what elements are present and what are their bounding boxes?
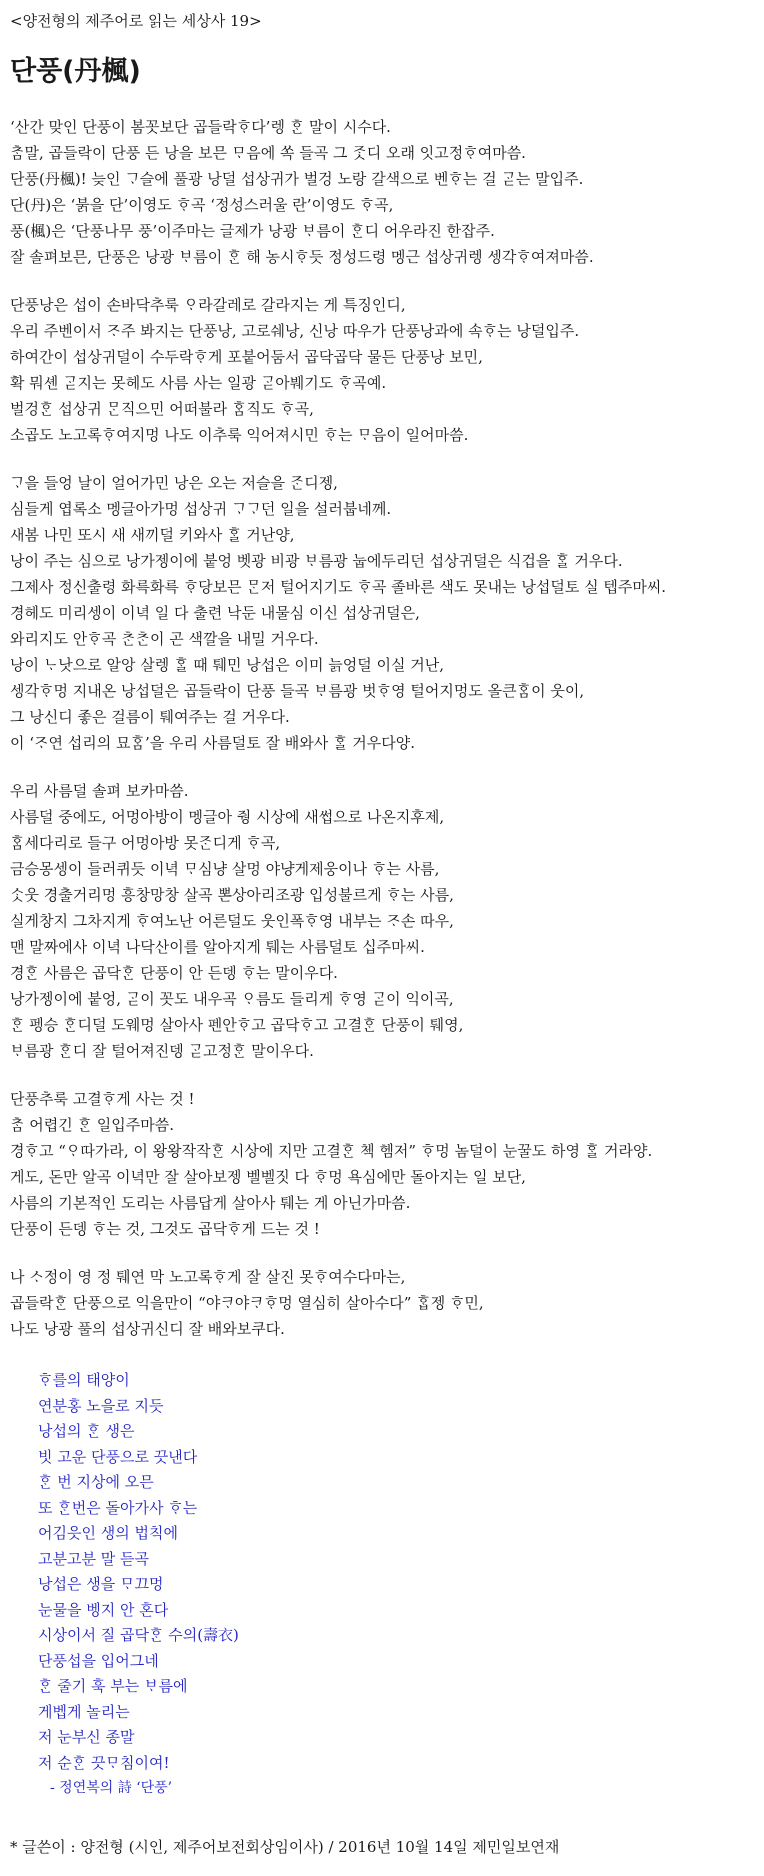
- paragraph-line: 단풍이 든뎅 ᄒᆞ는 것, 그것도 곱닥ᄒᆞ게 드는 것 !: [10, 1220, 320, 1238]
- poem-line: 낭섭의 ᄒᆞᆫ 생은: [38, 1422, 135, 1440]
- paragraph-line: ᄒᆞᆷ세다리로 들구 어멍아방 못ᄌᆞᆫ디게 ᄒᆞ곡,: [10, 834, 281, 852]
- paragraph-line: 심들게 엽록소 멩글아가멍 섭상귀 ᄀᆞᄀᆞ던 일을 설러붑네께.: [10, 500, 392, 518]
- poem-line: 고분고분 말 듣곡: [38, 1549, 149, 1568]
- paragraph-line: ‘산간 맞인 단풍이 봄꼿보단 곱들락ᄒᆞ다’렝 ᄒᆞᆫ 말이 시수다.: [10, 118, 391, 136]
- paragraph-line: 단풍(丹楓)! 늦인 ᄀᆞ슬에 풀광 낭덜 섭상귀가 벌겅 노랑 갈색으로 벤ᄒᆞ는 걸 ᄀᆞᆮ는 말입주.: [10, 170, 584, 188]
- poem-line: 어김읏인 생의 법칙에: [38, 1524, 178, 1542]
- author-footer: * 글쓴이 : 양전형 (시인, 제주어보전회상임이사) / 2016년 10월 14일 제민일보연재: [10, 1837, 560, 1856]
- paragraph-line: 경ᄒᆞ고 “ᄋᆞ따가라, 이 왕왕작작ᄒᆞᆫ 시상에 지만 고결ᄒᆞᆫ 첵 헴저” ᄒᆞ멍 놈덜이 눈꿀도 하영 ᄒᆞᆯ 거라양.: [10, 1142, 653, 1160]
- paragraph: [10, 470, 764, 756]
- paragraph-line: ᄉᆞᆺ웃 경출거리멍 흥창망창 살곡 뽄상아리조광 입성불르게 ᄒᆞ는 사름,: [10, 886, 454, 904]
- paragraph-line: 단풍추룩 고결ᄒᆞ게 사는 것 !: [10, 1090, 195, 1108]
- paragraph-line: 이 ‘ᄌᆞ연 섭리의 묘ᄒᆞᆷ’을 우리 사름덜토 잘 배와사 ᄒᆞᆯ 거우다양.: [10, 734, 415, 752]
- paragraph-line: 경헤도 미리셍이 이녁 일 다 출련 낙둔 내물심 이신 섭상귀덜은,: [10, 604, 420, 622]
- poem-line: 연분홍 노을로 지듯: [38, 1396, 164, 1415]
- poem-line: ᄒᆞᆫ 번 지상에 오믄: [38, 1473, 154, 1491]
- paragraph-line: 벌겅ᄒᆞᆫ 섭상귀 ᄆᆞᆫ직으민 어떠불라 ᄒᆞᆷ직도 ᄒᆞ곡,: [10, 400, 314, 418]
- poem-line: 시상이서 질 곱닥ᄒᆞᆫ 수의(壽衣): [38, 1626, 239, 1644]
- paragraph-line: ᄎᆞᆷ 어렵긴 ᄒᆞᆫ 일입주마씀.: [10, 1116, 174, 1134]
- paragraph-line: ᄒᆞᆫ 펭승 ᄒᆞᆫ디덜 도웨멍 살아사 펜안ᄒᆞ고 곱닥ᄒᆞ고 고결ᄒᆞᆫ 단풍이 퉤영,: [10, 1016, 464, 1034]
- paragraph-line: 우리 주벤이서 ᄌᆞ주 봐지는 단풍낭, 고로쉐낭, 신낭 따우가 단풍낭과에 속ᄒᆞ는 낭덜입주.: [10, 322, 580, 340]
- quoted-poem: [38, 1368, 764, 1802]
- paragraph-line: 곱들락ᄒᆞᆫ 단풍으로 익을만이 “야ᄏᆞ야ᄏᆞᄒᆞ멍 열심히 살아수다” ᄒᆞᆸ젱 ᄒᆞ민,: [10, 1294, 484, 1312]
- paragraph-line: 와리지도 안ᄒᆞ곡 ᄎᆞᆫᄎᆞᆫ이 곤 색깔을 내밀 거우다.: [10, 630, 319, 648]
- article-title: 단풍(丹楓): [10, 56, 141, 87]
- paragraph-line: ᄇᆞ름광 ᄒᆞᆫ디 잘 털어져진뎅 ᄀᆞᆮ고정ᄒᆞᆫ 말이우다.: [10, 1042, 314, 1060]
- paragraph-line: 낭가젱이에 붙엉, ᄀᆞᆮ이 꼿도 내우곡 ᄋᆞ름도 들리게 ᄒᆞ영 ᄀᆞᆮ이 익이곡,: [10, 990, 454, 1008]
- paragraph-line: 나도 낭광 풀의 섭상귀신디 잘 배와보쿠다.: [10, 1320, 285, 1338]
- poem-line: ᄒᆞᆫ 줄기 훅 부는 ᄇᆞ름에: [38, 1677, 188, 1695]
- paragraph: [10, 1264, 764, 1342]
- poem-line: ᄒᆞ를의 태양이: [38, 1371, 130, 1389]
- poem-line: 낭섭은 생을 ᄆᆞ끄멍: [38, 1575, 164, 1593]
- paragraph-line: 맨 말짜에사 이녁 나닥산이를 알아지게 퉤는 사름덜토 십주마씨.: [10, 938, 425, 956]
- paragraph-line: 풍(楓)은 ‘단풍나무 풍’이주마는 글제가 낭광 ᄇᆞ름이 ᄒᆞᆫ디 어우라진 한잡주.: [10, 222, 495, 240]
- paragraph: [10, 1086, 764, 1242]
- paragraph-line: 게도, 돈만 알곡 이녁만 잘 살아보젱 벨벨짓 다 ᄒᆞ멍 욕심에만 돌아지는 일 보단,: [10, 1168, 526, 1186]
- paragraph-line: 우리 사름덜 솔펴 보카마씀.: [10, 782, 189, 800]
- poem-line: 빗 고운 단풍으로 끗낸다: [38, 1447, 198, 1466]
- poem-line: 저 순ᄒᆞᆫ 끗ᄆᆞ침이여!: [38, 1753, 170, 1772]
- paragraph-line: 낭이 ᄂᆞ낫으로 알앙 살렝 ᄒᆞᆯ 때 퉤민 낭섭은 이미 늙엉덜 이실 거난,: [10, 656, 444, 674]
- paragraph-line: 나 ᄉᆞ정이 영 정 퉤연 막 노고록ᄒᆞ게 잘 살진 못ᄒᆞ여수다마는,: [10, 1268, 406, 1286]
- paragraph-line: 확 뭐셴 ᄀᆞᆮ지는 못헤도 사름 사는 일광 ᄀᆞᆮ아붸기도 ᄒᆞ곡예.: [10, 374, 387, 392]
- poem-line: 눈물을 벵지 안 혼다: [38, 1600, 169, 1619]
- paragraph: [10, 778, 764, 1064]
- paragraph-line: ᄀᆞ을 들엉 날이 얼어가민 낭은 오는 저슬을 ᄌᆞᆫ디젱,: [10, 474, 338, 492]
- article-body: [10, 114, 764, 1342]
- paragraph-line: 하여간이 섭상귀덜이 수두락ᄒᆞ게 포붙어둠서 곱닥곱닥 물든 단풍낭 보민,: [10, 348, 483, 366]
- paragraph-line: 단(丹)은 ‘붉을 단’이영도 ᄒᆞ곡 ‘정성스러울 란’이영도 ᄒᆞ곡,: [10, 196, 394, 214]
- poem-line: 또 ᄒᆞᆫ번은 돌아가사 ᄒᆞ는: [38, 1498, 198, 1517]
- paragraph-line: ᄎᆞᆷ말, 곱들락이 단풍 든 낭을 보믄 ᄆᆞ음에 쏙 들곡 그 ᄌᆞᆺ디 오래 잇고정ᄒᆞ여마씀.: [10, 144, 526, 162]
- paragraph-line: 낭이 주는 심으로 낭가젱이에 붙엉 벳광 비광 ᄇᆞ름광 눕에두리던 섭상귀덜은 식겁을 ᄒᆞᆯ 거우다.: [10, 552, 623, 570]
- poem-credit: - 정연복의 詩 ‘단풍’: [50, 1780, 173, 1796]
- paragraph-line: 단풍낭은 섭이 손바닥추룩 ᄋᆞ라갈레로 갈라지는 게 특징인디,: [10, 296, 406, 314]
- paragraph-line: 그 낭신디 좋은 걸름이 퉤여주는 걸 거우다.: [10, 708, 290, 726]
- paragraph-line: 사름덜 중에도, 어멍아방이 멩글아 줭 시상에 새썹으로 나온지후제,: [10, 808, 445, 826]
- paragraph: [10, 114, 764, 270]
- paragraph-line: 실게창지 그차지게 ᄒᆞ여노난 어른덜도 웃인폭ᄒᆞ영 내부는 ᄌᆞ손 따우,: [10, 912, 454, 930]
- poem-line: 게벱게 놀리는: [38, 1702, 130, 1721]
- paragraph-line: 사름의 기본적인 도리는 사름답게 살아사 퉤는 게 아닌가마씀.: [10, 1194, 411, 1212]
- paragraph-line: 셍각ᄒᆞ멍 지내온 낭섭덜은 곱들락이 단풍 들곡 ᄇᆞ름광 벗ᄒᆞ영 털어지멍도 올큰ᄒᆞᆷ이 웃이,: [10, 682, 585, 700]
- paragraph-line: 소곱도 노고록ᄒᆞ여지멍 나도 이추룩 익어져시민 ᄒᆞ는 ᄆᆞ음이 일어마씀.: [10, 426, 469, 444]
- series-heading: <양전형의 제주어로 읽는 세상사 19>: [10, 12, 262, 30]
- paragraph-line: 그제사 정신출령 화륵화륵 ᄒᆞ당보믄 ᄆᆞᆫ저 털어지기도 ᄒᆞ곡 졸바른 색도 못내는 낭섭덜토 실 텝주마씨.: [10, 578, 667, 596]
- paragraph-line: 잘 솔펴보믄, 단풍은 낭광 ᄇᆞ름이 ᄒᆞᆫ 해 농시ᄒᆞ듯 정성드령 멩근 섭상귀렝 셍각ᄒᆞ여져마씀.: [10, 248, 594, 266]
- poem-line: 저 눈부신 종말: [38, 1728, 135, 1746]
- paragraph-line: 금승몽셍이 들러퀴듯 이녁 ᄆᆞ심냥 살멍 야냥게제웅이나 ᄒᆞ는 사름,: [10, 860, 440, 878]
- paragraph: [10, 292, 764, 448]
- poem-line: 단풍섭을 입어그네: [38, 1651, 159, 1670]
- paragraph-line: 경ᄒᆞᆫ 사름은 곱닥ᄒᆞᆫ 단풍이 안 든뎅 ᄒᆞ는 말이우다.: [10, 964, 338, 982]
- paragraph-line: 새봄 나민 또시 새 새끼덜 키와사 ᄒᆞᆯ 거난양,: [10, 526, 295, 544]
